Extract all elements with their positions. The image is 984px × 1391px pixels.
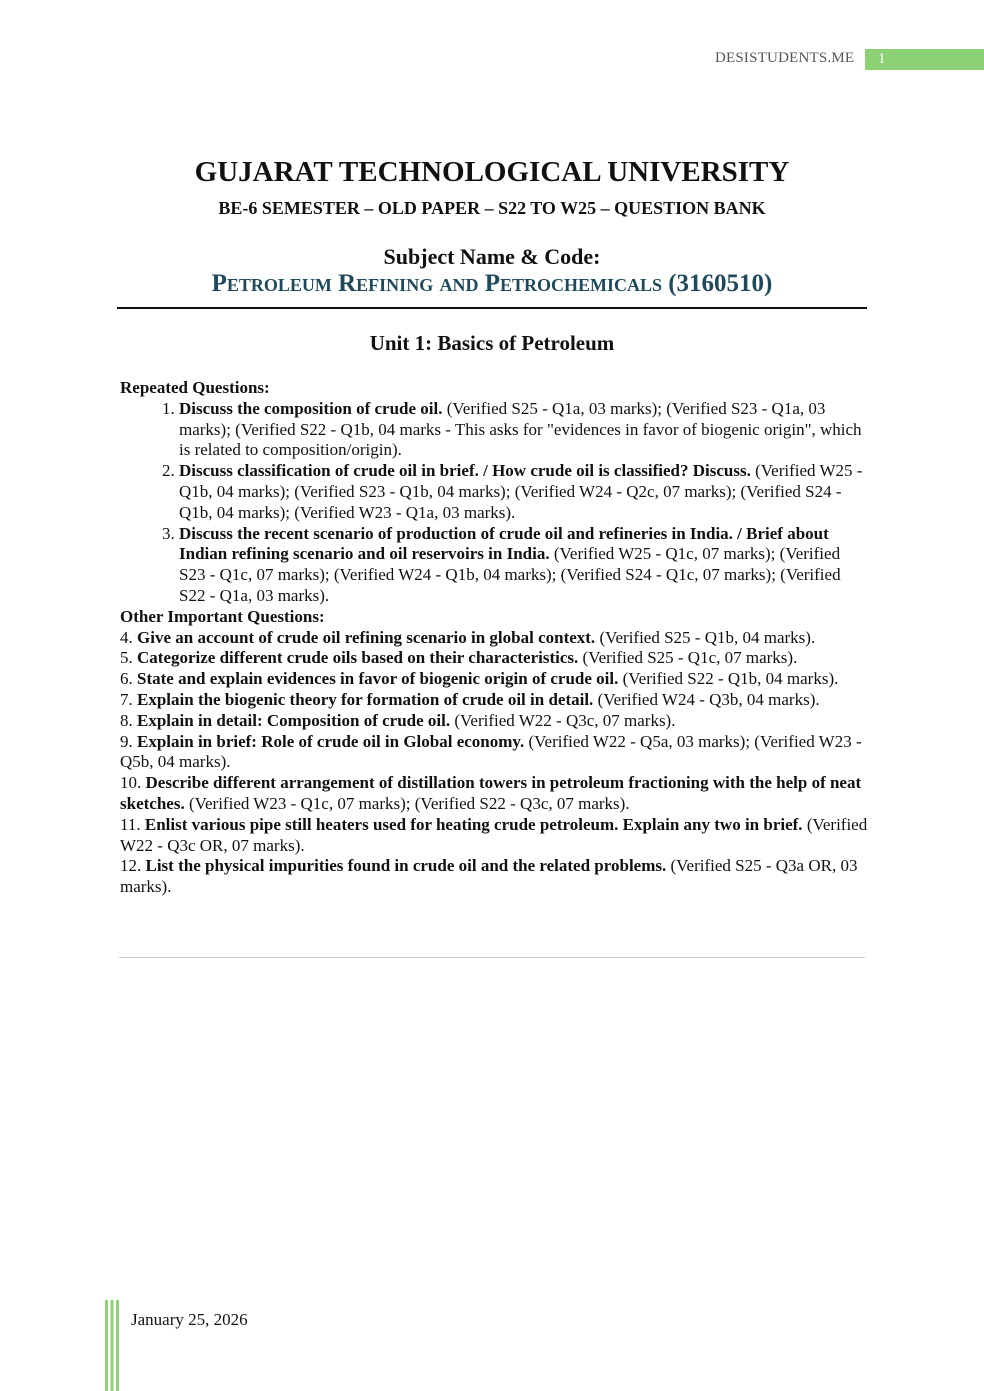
question-number: 4. <box>120 627 137 647</box>
list-item <box>120 690 870 711</box>
question-source: (Verified S25 - Q1b, 04 marks). <box>595 627 816 647</box>
content-end-divider <box>119 957 865 958</box>
unit-heading: Unit 1: Basics of Petroleum <box>369 331 615 355</box>
header-site-name: DESISTUDENTS.ME <box>715 50 855 66</box>
question-source: (Verified W25 - Q1b, 04 marks); (Verified S23 - Q1b, 04 marks); (Verified W24 - Q2c, 07 marks); (Verified S24 - Q1b, 04 marks); (Verified W23 - Q1a, 03 marks). <box>179 461 863 522</box>
question-number: 6. <box>120 669 137 689</box>
title-divider <box>117 307 867 309</box>
list-item <box>179 461 870 523</box>
question-source: (Verified W25 - Q1c, 07 marks); (Verified S23 - Q1c, 07 marks); (Verified W24 - Q1b, 04 marks); (Verified S24 - Q1c, 07 marks); (Verified S22 - Q1a, 03 marks). <box>179 544 841 605</box>
question-text: List the physical impurities found in crude oil and the related problems. <box>145 856 667 876</box>
list-item <box>120 648 870 669</box>
question-text: State and explain evidences in favor of biogenic origin of crude oil. <box>137 669 619 689</box>
subject-name-code: Petroleum Refining and Petrochemicals (3160510) <box>211 270 773 297</box>
other-list <box>120 628 870 898</box>
question-text: Discuss the composition of crude oil. <box>179 398 443 418</box>
repeated-list <box>120 399 870 607</box>
question-source: (Verified W22 - Q5a, 03 marks); (Verified W23 - Q5b, 04 marks). <box>120 731 862 772</box>
question-text: Discuss classification of crude oil in brief. / How crude oil is classified? Discuss. <box>179 461 751 481</box>
paper-subtitle: BE-6 SEMESTER – OLD PAPER – S22 TO W25 – QUESTION BANK <box>218 198 766 218</box>
list-item <box>179 399 870 461</box>
question-text: Explain the biogenic theory for formation of crude oil in detail. <box>137 689 594 709</box>
question-text: Explain in brief: Role of crude oil in Global economy. <box>137 731 525 751</box>
list-item <box>120 711 870 732</box>
question-source: (Verified W22 - Q3c OR, 07 marks). <box>120 814 868 855</box>
question-number: 9. <box>120 731 137 751</box>
question-number: 11. <box>120 814 145 834</box>
question-source: (Verified W23 - Q1c, 07 marks); (Verified S22 - Q3c, 07 marks). <box>184 793 630 813</box>
question-source: (Verified W24 - Q3b, 04 marks). <box>593 689 820 709</box>
list-item <box>120 815 870 857</box>
question-source: (Verified S25 - Q1c, 07 marks). <box>578 648 798 668</box>
question-text: Enlist various pipe still heaters used for heating crude petroleum. Explain any two in brief. <box>144 814 803 834</box>
other-heading: Other Important Questions: <box>120 606 325 626</box>
question-text: Discuss the recent scenario of production of crude oil and refineries in India. / Brief about Indian refining scenario and oil reservoirs in India. <box>179 523 829 564</box>
question-text: Describe different arrangement of distillation towers in petroleum fractioning with the help of neat sketches. <box>120 773 862 813</box>
repeated-heading: Repeated Questions: <box>120 378 270 397</box>
question-number: 10. <box>120 773 146 793</box>
question-source: (Verified W22 - Q3c, 07 marks). <box>450 710 676 730</box>
list-item <box>120 732 870 774</box>
question-source: (Verified S25 - Q1a, 03 marks); (Verified S23 - Q1a, 03 marks); (Verified S22 - Q1b, 04 marks - This asks for "evidences in favor of biogenic origin", which is related to composition/origin). <box>179 398 862 460</box>
question-number: 5. <box>120 648 137 668</box>
footer-date: January 25, 2026 <box>131 1310 248 1329</box>
university-title: GUJARAT TECHNOLOGICAL UNIVERSITY <box>194 156 790 188</box>
question-source: (Verified S25 - Q3a OR, 03 marks). <box>120 856 858 897</box>
header-page-number: 1 <box>865 49 984 70</box>
subject-label: Subject Name & Code: <box>383 244 601 269</box>
question-number: 8. <box>120 710 137 730</box>
list-item <box>120 773 870 815</box>
question-body <box>120 378 870 898</box>
list-item <box>179 524 870 607</box>
question-text: Give an account of crude oil refining scenario in global context. <box>137 627 596 647</box>
question-text: Categorize different crude oils based on their characteristics. <box>137 648 579 668</box>
question-number: 7. <box>120 689 137 709</box>
footer-decorative-bars <box>105 1300 119 1391</box>
list-item <box>120 628 870 649</box>
question-text: Explain in detail: Composition of crude oil. <box>137 710 451 730</box>
list-item <box>120 669 870 690</box>
question-number: 12. <box>120 856 146 876</box>
question-source: (Verified S22 - Q1b, 04 marks). <box>618 669 839 689</box>
list-item <box>120 856 870 898</box>
